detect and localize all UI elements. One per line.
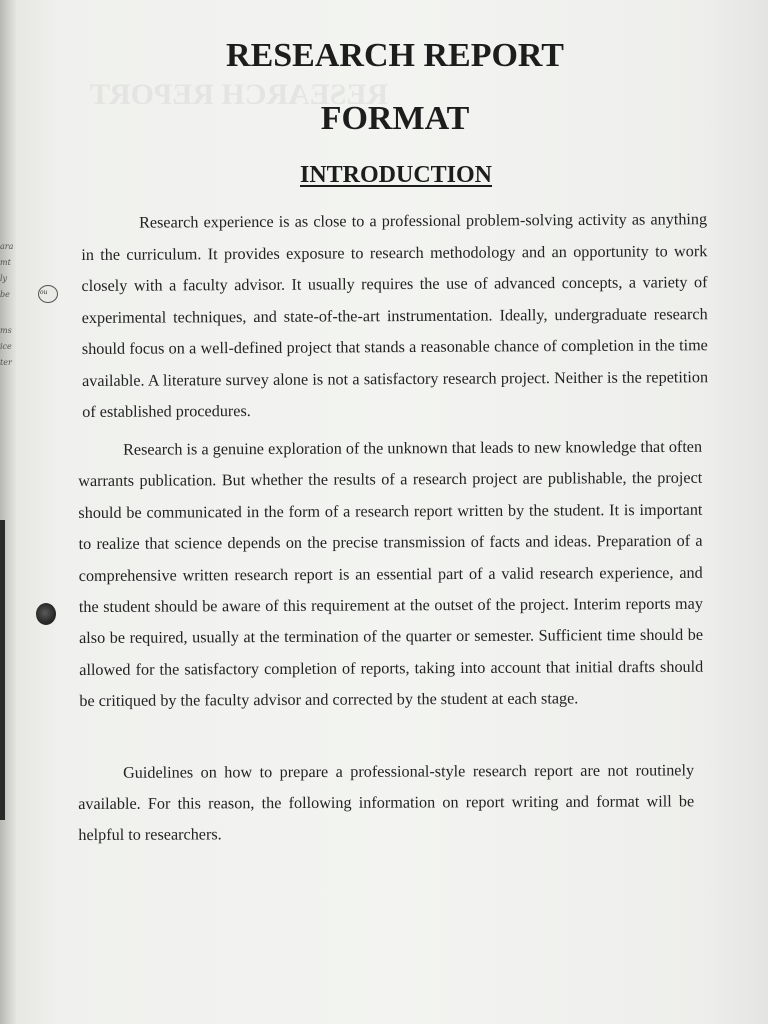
margin-fragment: ms [0,326,12,335]
margin-fragment: ice [0,342,12,351]
paragraph-1: Research experience is as close to a professional problem-solving activity as anything in the curriculum. It provides exposure to research methodology and an opportunity to work closely with a faculty advisor. It usually requires the use of advanced concepts, a variety of experimental techniques, and state-of-the-art instrumentation. Ideally, undergraduate research should focus on a well-defined project that stands a reasonable chance of completion in the time available. A literature survey alone is not a satisfactory research project. Neither is the repetition of established procedures. [81,210,709,421]
section-heading-introduction: INTRODUCTION [299,162,493,188]
margin-fragment: ly [0,274,8,283]
document-title-line-2: FORMAT [320,100,470,137]
document-title-line-1: RESEARCH REPORT [226,37,564,74]
margin-fragment: mt [0,258,11,267]
paragraph-2: Research is a genuine exploration of the unknown that leads to new knowledge that often warrants publication. But whether the results of a research project are publishable, the project should be communicated in the form of a research report written by the student. It is important to realize that science depends on the precise transmission of facts and ideas. Preparation of a comprehensive written research report is an essential part of a valid research experience, and the student should be aware of this requirement at the outset of the project. Interim reports may also be required, usually at the termination of the quarter or semester. Sufficient time should be allowed for the satisfactory completion of reports, taking into account that initial drafts should be critiqued by the faculty advisor and corrected by the student at each stage. [78,437,704,711]
punch-hole-middle [36,603,56,625]
show-through-text: RESEARCH REPORT [90,78,389,111]
paragraph-3: Guidelines on how to prepare a professional-style research report are not routinely available. For this reason, the following information on report writing and format will be helpful to researchers. [78,761,695,844]
margin-fragment: ter [0,358,12,367]
hole-fragment-text: ou [40,289,48,296]
binding-shadow [0,520,5,820]
page-binding-edge [0,0,16,1024]
margin-fragment: be [0,290,10,299]
margin-fragment: ara [0,242,14,251]
